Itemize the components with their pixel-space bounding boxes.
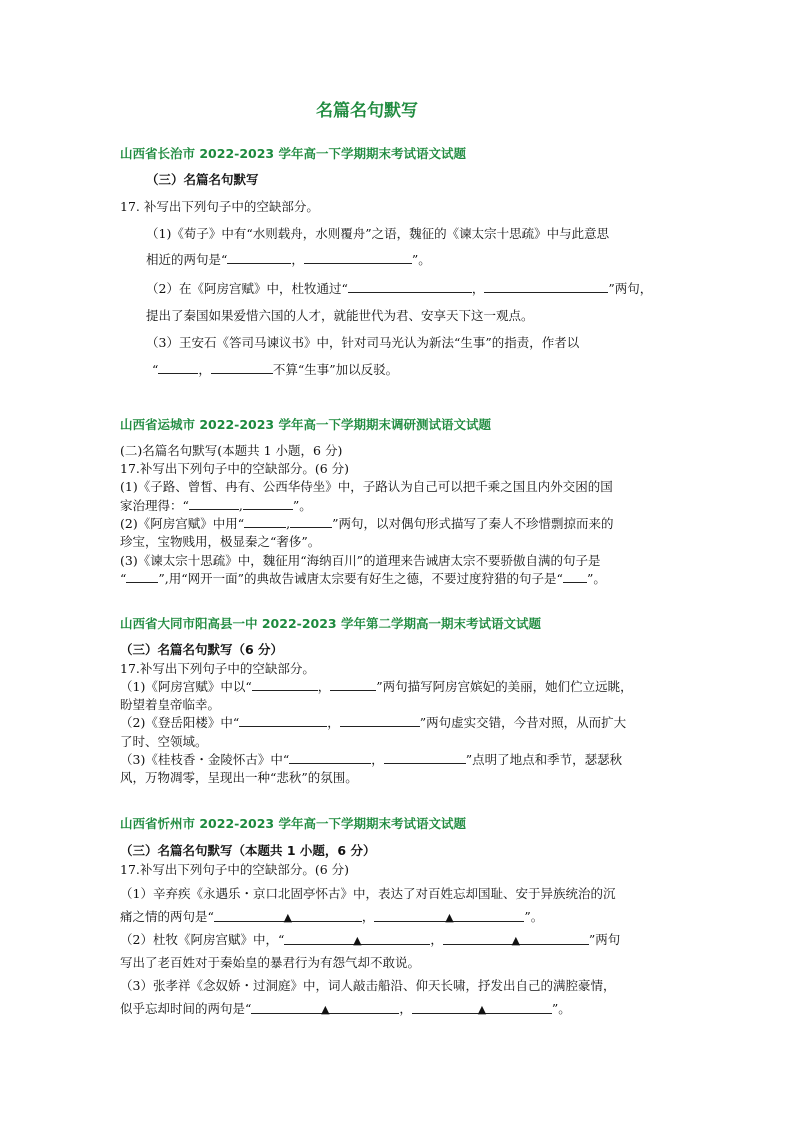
answer-blank[interactable]	[243, 497, 293, 510]
section-source-yuncheng: 山西省运城市 2022-2023 学年高一下学期期末调研测试语文试题	[120, 417, 491, 432]
question-prompt: 17.补写出下列句子中的空缺部分。	[120, 661, 315, 676]
triangle-marker: ▲	[511, 934, 521, 947]
question-line: （3）王安石《答司马谏议书》中，针对司马光认为新法“生事”的指责，作者以	[146, 335, 580, 350]
question-line: （2）在《阿房宫赋》中，杜牧通过“ ， ”两句，	[146, 281, 653, 296]
answer-blank[interactable]	[384, 751, 466, 764]
answer-blank[interactable]	[251, 1001, 399, 1014]
page-title: 名篇名句默写	[316, 101, 418, 121]
answer-blank[interactable]	[443, 932, 589, 945]
question-prompt: 17.补写出下列句子中的空缺部分。(6 分)	[120, 862, 350, 877]
triangle-marker: ▲	[445, 911, 454, 924]
question-line: （2)《登岳阳楼》中“ ， ”两句虚实交错，今昔对照，从而扩大	[120, 715, 627, 730]
answer-blank[interactable]	[239, 714, 327, 727]
answer-blank[interactable]	[374, 909, 524, 922]
section-heading: （三）名篇名句默写（本题共 1 小题，6 分）	[120, 843, 376, 858]
question-line: 珍宝，宝物贱用，极显秦之“奢侈”。	[120, 534, 321, 549]
triangle-marker: ▲	[477, 1003, 487, 1016]
answer-blank[interactable]	[244, 515, 286, 528]
question-line: “ ”,用“网开一面”的典故告诫唐太宗要有好生之德，不要过度狩猎的句子是“ ”。	[120, 571, 606, 586]
question-line: （1)《阿房宫赋》中以“ ， ”两句描写阿房宫嫔妃的美丽，她们伫立远眺，	[120, 679, 633, 694]
question-line: （1）辛弃疾《永遇乐・京口北固亭怀古》中，表达了对百姓忘却国耻、安于异族统治的沉	[120, 886, 616, 901]
section-heading: （三）名篇名句默写（6 分）	[120, 642, 284, 657]
answer-blank[interactable]	[290, 515, 332, 528]
section-source-datong: 山西省大同市阳高县一中 2022-2023 学年第二学期高一期末考试语文试题	[120, 616, 541, 631]
answer-blank[interactable]	[252, 678, 318, 691]
answer-blank[interactable]	[412, 1001, 552, 1014]
question-line: 相近的两句是“ ， ”。	[146, 252, 431, 267]
question-line: (2)《阿房宫赋》中用“ , ”两句，以对偶句形式描写了秦人不珍惜剽掠而来的	[120, 516, 614, 531]
question-line: （3）张孝祥《念奴娇・过洞庭》中，词人敲击船沿、仰天长啸，抒发出自己的满腔豪情，	[120, 978, 616, 993]
question-line: （3)《桂枝香・金陵怀古》中“ ， ”点明了地点和季节，瑟瑟秋	[120, 752, 623, 767]
question-line: 写出了老百姓对于秦始皇的暴君行为有怨气却不敢说。	[120, 955, 421, 970]
question-line: (3)《谏太宗十思疏》中，魏征用“海纳百川”的道理来告诫唐太宗不要骄傲自满的句子是	[120, 553, 601, 568]
section-source-changzhi: 山西省长治市 2022-2023 学年高一下学期期末考试语文试题	[120, 146, 466, 161]
question-line: 痛之情的两句是“ ▲ ， ▲ ”。	[120, 909, 544, 924]
question-line: (1)《子路、曾皙、冉有、公西华侍坐》中，子路认为自己可以把千乘之国且内外交困的国	[120, 479, 613, 494]
triangle-marker: ▲	[353, 934, 362, 947]
answer-blank[interactable]	[158, 361, 198, 374]
answer-blank[interactable]	[126, 570, 158, 583]
question-line: 家治理得：“ , ”。	[120, 498, 312, 513]
answer-blank[interactable]	[227, 251, 291, 264]
question-line: （2）杜牧《阿房宫赋》中，“ ▲ ， ▲ ”两句	[120, 932, 621, 947]
question-line: 风，万物凋零，呈现出一种“悲秋”的氛围。	[120, 770, 358, 785]
answer-blank[interactable]	[214, 909, 362, 922]
triangle-marker: ▲	[321, 1003, 330, 1016]
section-heading: （三）名篇名句默写	[146, 172, 259, 187]
section-source-xinzhou: 山西省忻州市 2022-2023 学年高一下学期期末考试语文试题	[120, 816, 466, 831]
question-line: 提出了秦国如果爱惜六国的人才，就能世代为君、安享天下这一观点。	[146, 308, 534, 323]
question-line: 似乎忘却时间的两句是“ ▲ ， ▲ ”。	[120, 1001, 571, 1016]
answer-blank[interactable]	[330, 678, 376, 691]
question-prompt: 17.补写出下列句子中的空缺部分。(6 分)	[120, 461, 350, 476]
answer-blank[interactable]	[189, 497, 239, 510]
triangle-marker: ▲	[283, 911, 293, 924]
answer-blank[interactable]	[348, 280, 472, 293]
answer-blank[interactable]	[211, 361, 273, 374]
answer-blank[interactable]	[304, 251, 412, 264]
answer-blank[interactable]	[563, 570, 587, 583]
answer-blank[interactable]	[484, 280, 608, 293]
question-line: 了时、空领域。	[120, 734, 208, 749]
question-prompt: 17. 补写出下列句子中的空缺部分。	[120, 199, 319, 214]
section-heading: (二)名篇名句默写(本题共 1 小题，6 分)	[120, 443, 343, 458]
question-line: （1)《荀子》中有“水则载舟，水则覆舟”之语，魏征的《谏太宗十思疏》中与此意思	[146, 226, 610, 241]
answer-blank[interactable]	[340, 714, 420, 727]
question-line: “ ， 不算“生事”加以反驳。	[152, 362, 399, 377]
question-line: 盼望着皇帝临幸。	[120, 697, 221, 712]
answer-blank[interactable]	[289, 751, 371, 764]
answer-blank[interactable]	[284, 932, 430, 945]
